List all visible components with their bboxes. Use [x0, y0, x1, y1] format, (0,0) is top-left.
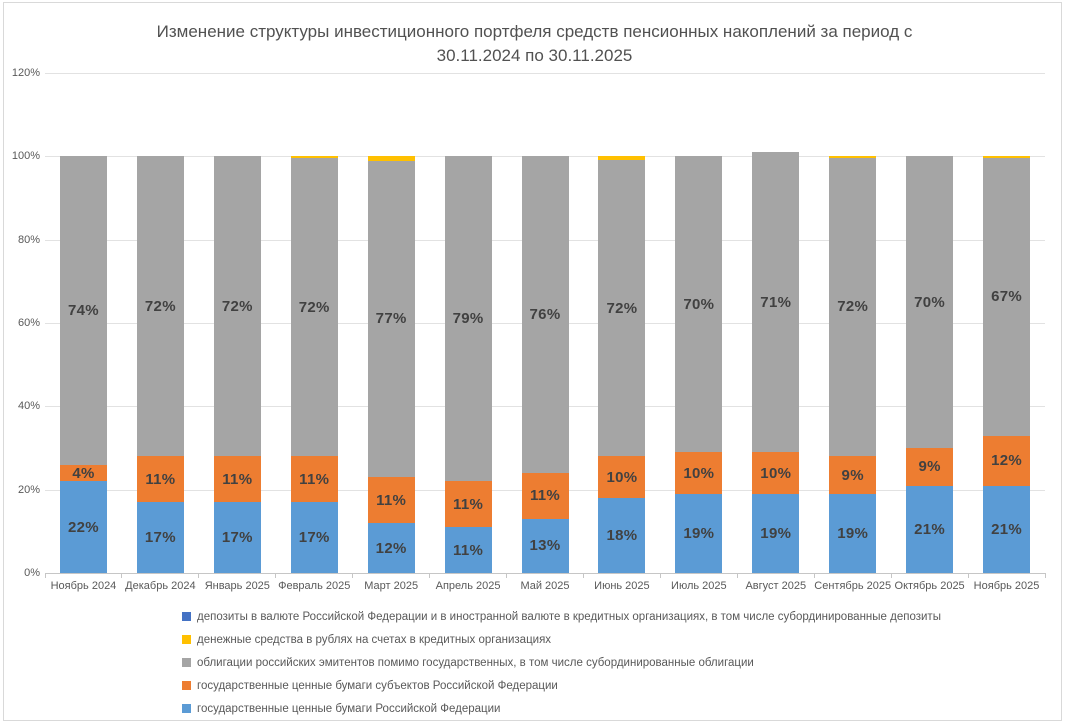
x-axis-tick	[275, 573, 276, 578]
x-axis-tick	[45, 573, 46, 578]
bar-segment[interactable]	[522, 473, 569, 519]
bar-segment[interactable]	[983, 158, 1030, 436]
bar-февраль-2025	[291, 156, 338, 573]
data-label: 72%	[837, 298, 869, 316]
x-axis-category-label: Декабрь 2024	[125, 580, 196, 592]
data-label: 74%	[67, 302, 99, 319]
bar-segment[interactable]	[983, 486, 1030, 574]
x-axis-tick	[891, 573, 892, 578]
bar-segment[interactable]	[368, 477, 415, 523]
bar-segment[interactable]	[752, 452, 799, 494]
y-axis-tick-label: 80%	[17, 233, 40, 246]
x-axis-tick	[1045, 573, 1046, 578]
bar-segment[interactable]	[675, 452, 722, 494]
bar-segment[interactable]	[829, 156, 876, 157]
x-axis-tick	[198, 573, 199, 578]
chart-title-line2: 30.11.2024 по 30.11.2025	[436, 46, 633, 65]
data-label: 72%	[221, 297, 253, 315]
bar-segment[interactable]	[368, 523, 415, 573]
data-label: 11%	[222, 470, 253, 488]
data-label: 76%	[529, 306, 561, 324]
bar-segment[interactable]	[906, 448, 953, 486]
bar-segment[interactable]	[291, 158, 338, 456]
bar-январь-2025	[214, 156, 261, 573]
data-label: 18%	[606, 527, 638, 544]
x-axis-category-label: Ноябрь 2025	[973, 580, 1040, 592]
y-axis-tick-label: 60%	[17, 317, 40, 329]
data-label: 17%	[144, 529, 176, 547]
x-axis-tick	[583, 573, 584, 578]
x-axis-tick	[737, 573, 738, 578]
legend-label: депозиты в валюте Российской Федерации и в иностранной валюте в кредитных организациях, в том числе субординированные депозиты	[197, 610, 941, 623]
y-axis-tick-label: 0%	[24, 567, 40, 579]
data-label: 11%	[299, 470, 330, 488]
data-label: 72%	[144, 297, 176, 315]
bar-segment[interactable]	[214, 502, 261, 573]
legend-swatch-icon	[182, 658, 191, 667]
legend-swatch-icon	[182, 681, 191, 690]
data-label: 12%	[375, 539, 407, 557]
x-axis-category-label: Апрель 2025	[435, 580, 501, 592]
data-label: 11%	[529, 487, 561, 505]
y-axis-tick-label: 120%	[11, 67, 40, 79]
bar-segment[interactable]	[445, 481, 492, 527]
bar-segment[interactable]	[60, 156, 107, 464]
bar-ноябрь-2025	[983, 156, 1030, 573]
data-label: 19%	[837, 524, 869, 542]
data-label: 72%	[298, 298, 330, 316]
bar-сентябрь-2025	[829, 156, 876, 573]
bar-segment[interactable]	[906, 156, 953, 448]
bar-segment[interactable]	[675, 494, 722, 573]
y-axis-tick-label: 40%	[17, 400, 40, 413]
data-label: 22%	[67, 518, 99, 536]
bar-segment[interactable]	[368, 156, 415, 160]
data-label: 21%	[914, 520, 946, 538]
data-label: 71%	[760, 293, 792, 311]
legend-item[interactable]	[182, 605, 941, 628]
bar-август-2025	[752, 152, 799, 573]
bar-segment[interactable]	[214, 156, 261, 456]
y-axis-tick-label: 20%	[17, 483, 40, 496]
data-label: 19%	[683, 524, 715, 542]
bar-segment[interactable]	[522, 156, 569, 473]
data-label: 10%	[606, 468, 638, 486]
data-label: 77%	[375, 310, 407, 328]
bar-segment[interactable]	[829, 158, 876, 457]
bar-segment[interactable]	[983, 156, 1030, 158]
bar-июнь-2025	[598, 156, 645, 573]
data-label: 17%	[298, 529, 330, 547]
gridline-120%	[45, 73, 1045, 74]
legend-item[interactable]	[182, 628, 941, 651]
data-label: 10%	[683, 464, 715, 482]
x-axis-category-label: Март 2025	[364, 580, 419, 592]
bar-segment[interactable]	[60, 465, 107, 482]
bar-март-2025	[368, 156, 415, 573]
x-axis-category-label: Май 2025	[520, 580, 570, 592]
y-axis-tick-label: 100%	[11, 150, 40, 163]
x-axis-tick	[506, 573, 507, 578]
data-label: 19%	[760, 524, 792, 542]
bar-октябрь-2025	[906, 156, 953, 573]
x-axis-category-label: Февраль 2025	[278, 580, 351, 592]
bar-segment[interactable]	[60, 481, 107, 573]
bar-декабрь-2024	[137, 156, 184, 573]
bar-segment[interactable]	[675, 156, 722, 452]
legend-item[interactable]	[182, 697, 941, 720]
legend-label: государственные ценные бумаги Российской Федерации	[197, 702, 501, 715]
legend-swatch-icon	[182, 635, 191, 644]
bar-segment[interactable]	[983, 436, 1030, 486]
x-axis-category-label: Июль 2025	[671, 580, 727, 592]
bar-segment[interactable]	[291, 502, 338, 573]
data-label: 70%	[914, 293, 946, 311]
data-label: 11%	[145, 470, 176, 488]
bar-segment[interactable]	[137, 456, 184, 502]
bar-май-2025	[522, 156, 569, 573]
x-axis-category-label: Сентябрь 2025	[814, 580, 892, 592]
legend-label: облигации российских эмитентов помимо государственных, в том числе субординированные облигации	[197, 656, 754, 669]
legend-item[interactable]	[182, 674, 941, 697]
bar-segment[interactable]	[598, 456, 645, 498]
data-label: 10%	[760, 464, 792, 482]
data-label: 21%	[991, 520, 1022, 538]
bar-segment[interactable]	[598, 156, 645, 159]
data-label: 11%	[453, 541, 484, 559]
x-axis-category-label: Январь 2025	[204, 580, 270, 592]
data-label: 72%	[606, 299, 638, 317]
data-label: 4%	[72, 464, 95, 482]
bar-segment[interactable]	[752, 152, 799, 452]
x-axis-category-label: Октябрь 2025	[894, 580, 965, 592]
data-label: 12%	[991, 452, 1022, 469]
bar-segment[interactable]	[137, 156, 184, 456]
data-label: 17%	[221, 529, 253, 547]
data-label: 9%	[918, 458, 941, 476]
bar-segment[interactable]	[829, 456, 876, 494]
bar-segment[interactable]	[445, 527, 492, 573]
bar-segment[interactable]	[214, 456, 261, 502]
data-label: 11%	[453, 495, 484, 513]
chart-title	[0, 20, 1069, 68]
data-label: 67%	[991, 288, 1022, 306]
x-axis-tick	[814, 573, 815, 578]
legend-item[interactable]	[182, 651, 941, 674]
bar-segment[interactable]	[829, 494, 876, 573]
data-label: 70%	[683, 295, 715, 313]
bar-segment[interactable]	[752, 494, 799, 573]
legend-swatch-icon	[182, 612, 191, 621]
legend-label: денежные средства в рублях на счетах в кредитных организациях	[197, 633, 552, 646]
x-axis-tick	[121, 573, 122, 578]
legend-label: государственные ценные бумаги субъектов Российской Федерации	[197, 679, 558, 692]
bar-segment[interactable]	[368, 161, 415, 478]
bar-июль-2025	[675, 156, 722, 573]
bar-segment[interactable]	[598, 498, 645, 573]
bar-апрель-2025	[445, 156, 492, 573]
bar-segment[interactable]	[906, 486, 953, 574]
x-axis-tick	[352, 573, 353, 578]
x-axis-category-label: Июнь 2025	[594, 580, 650, 592]
bar-segment[interactable]	[137, 502, 184, 573]
chart-legend	[182, 605, 941, 720]
data-label: 11%	[376, 491, 407, 509]
data-label: 79%	[452, 310, 484, 328]
gridline-0%	[45, 573, 1045, 574]
bar-segment[interactable]	[522, 519, 569, 573]
bar-ноябрь-2024	[60, 156, 107, 573]
x-axis-tick	[660, 573, 661, 578]
plot-area	[11, 67, 1045, 592]
chart-title-line1: Изменение структуры инвестиционного портфеля средств пенсионных накоплений за период с	[156, 22, 913, 41]
x-axis-tick	[429, 573, 430, 578]
bar-segment[interactable]	[291, 456, 338, 502]
data-label: 9%	[841, 466, 864, 484]
data-label: 13%	[529, 537, 561, 555]
bar-segment[interactable]	[445, 156, 492, 481]
legend-swatch-icon	[182, 704, 191, 713]
x-axis-tick	[968, 573, 969, 578]
x-axis-category-label: Август 2025	[745, 580, 807, 592]
bar-segment[interactable]	[598, 160, 645, 457]
x-axis-category-label: Ноябрь 2024	[50, 580, 117, 592]
bar-segment[interactable]	[291, 156, 338, 158]
